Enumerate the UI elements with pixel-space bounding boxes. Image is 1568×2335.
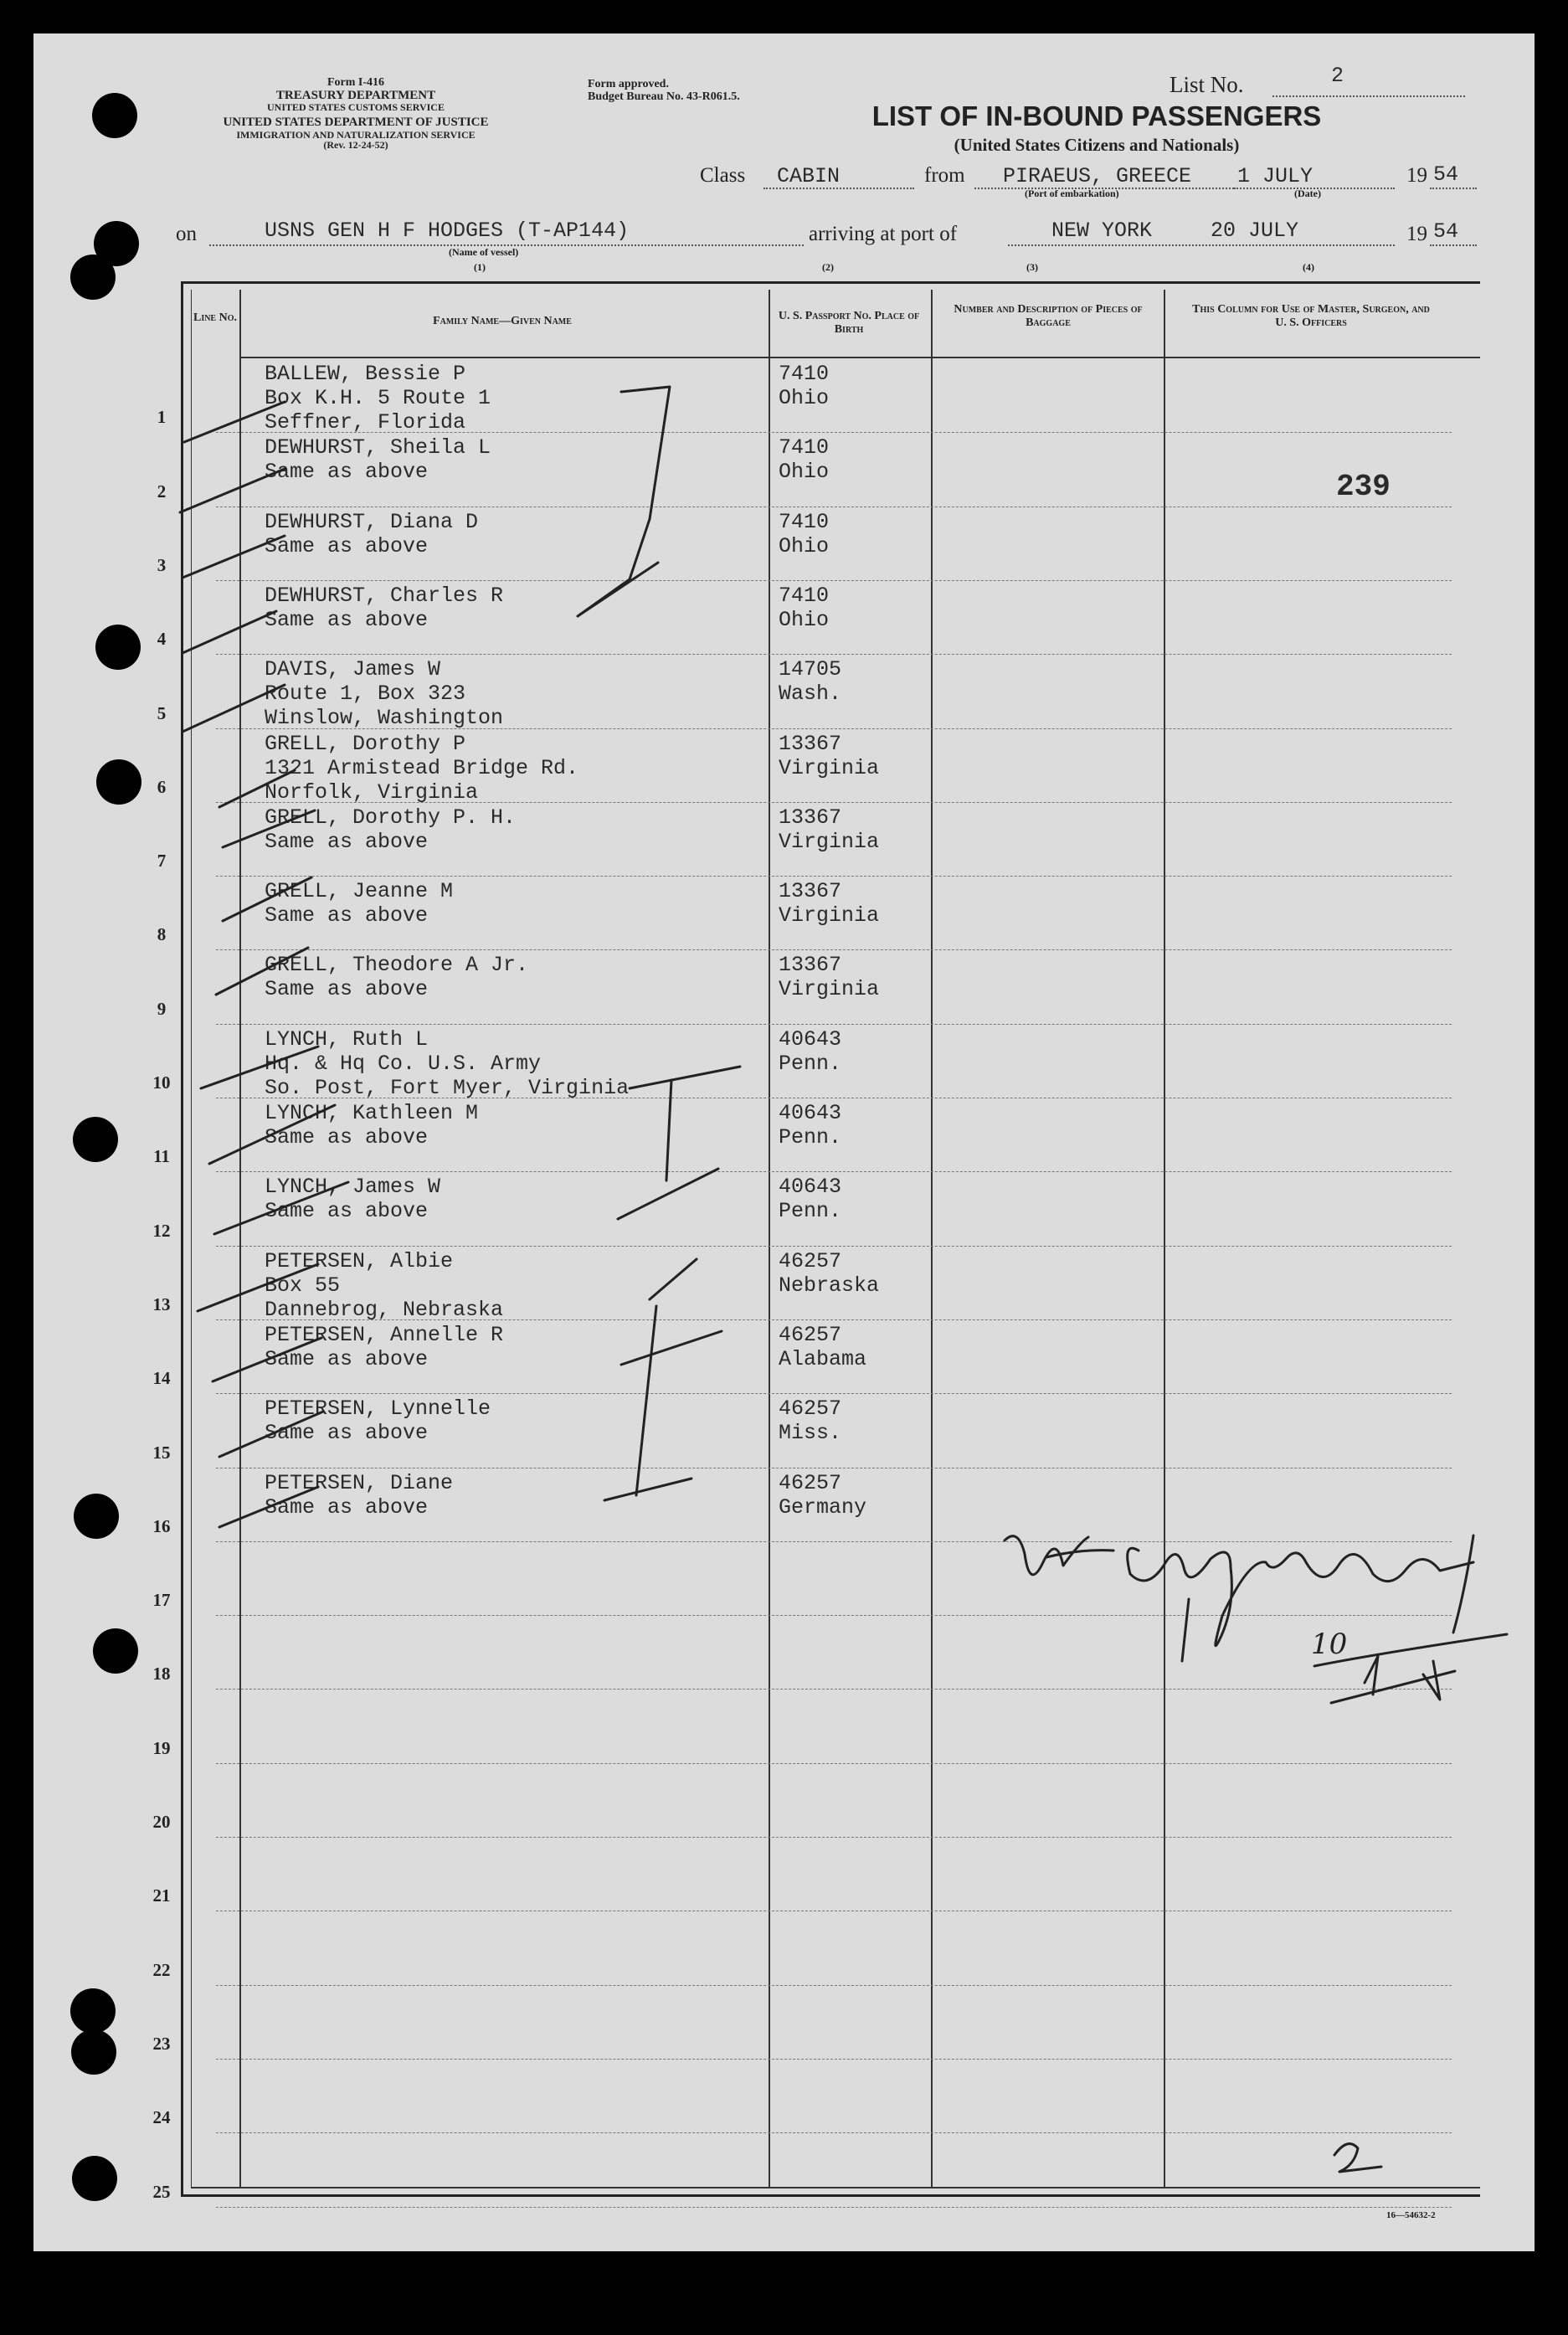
list-number-label: List No. [1170, 72, 1244, 97]
line-number: 13 [152, 1294, 171, 1314]
line-number: 25 [152, 2181, 171, 2202]
passport-birthplace: 14705 Wash. [779, 657, 842, 707]
line-number: 4 [157, 629, 167, 650]
line-number: 16 [152, 1515, 171, 1536]
passenger-name: LYNCH, Ruth L Hq. & Hq Co. U.S. Army So. Post, Fort Myer, Virginia [265, 1026, 630, 1100]
passport-birthplace: 46257 Nebraska [779, 1248, 880, 1298]
list-number-value: 2 [1331, 64, 1344, 88]
strike-stroke [213, 1338, 321, 1381]
year-prefix: 19 [1406, 223, 1427, 245]
passport-birthplace: 46257 Alabama [779, 1322, 867, 1371]
column-header-officers: This Column for Use of Master, Surgeon, and U. S. Officers [1192, 303, 1430, 330]
bracket-mark [618, 1169, 718, 1219]
passport-birthplace: 46257 Miss. [779, 1396, 842, 1446]
passport-birthplace: 7410 Ohio [779, 509, 830, 558]
column-number-4: (4) [1303, 261, 1314, 273]
embarkation-port: PIRAEUS, GREECE [1003, 164, 1192, 188]
line-number: 2 [157, 481, 167, 501]
strike-stroke [219, 1487, 318, 1527]
passport-birthplace: 13367 Virginia [779, 805, 880, 854]
form-approved: Form approved. [588, 78, 669, 90]
strike-stroke [214, 1182, 348, 1234]
date-caption: (Date) [1294, 188, 1321, 199]
vessel-name: USNS GEN H F HODGES (T-AP144) [265, 219, 630, 243]
line-number: 11 [153, 1146, 170, 1167]
bracket-mark [621, 1331, 722, 1365]
line-number: 15 [152, 1442, 171, 1463]
page-subtitle: (United States Citizens and Nationals) [954, 135, 1240, 155]
line-number: 12 [152, 1220, 171, 1241]
line-number: 6 [157, 776, 167, 797]
passport-birthplace: 7410 Ohio [779, 435, 830, 485]
arrival-year: 54 [1433, 219, 1459, 244]
passenger-name: PETERSEN, Lynnelle Same as above [265, 1396, 491, 1446]
strike-stroke [183, 536, 285, 578]
customs-service: UNITED STATES CUSTOMS SERVICE [267, 101, 445, 114]
bracket-mark [650, 1259, 697, 1299]
passenger-name: DEWHURST, Diana D Same as above [265, 509, 479, 558]
line-number: 1 [157, 407, 167, 428]
column-number-3: (3) [1026, 261, 1038, 273]
column-header-line-no: Line No. [193, 311, 237, 324]
passenger-name: LYNCH, James W Same as above [265, 1175, 441, 1224]
line-number: 7 [157, 851, 167, 872]
line-number: 10 [152, 1072, 171, 1093]
signature-mark [1423, 1661, 1440, 1700]
line-number: 22 [152, 1959, 171, 1980]
page-title: LIST OF IN-BOUND PASSENGERS [871, 100, 1322, 131]
arriving-label: arriving at port of [809, 223, 958, 245]
from-label: from [924, 164, 965, 187]
line-number: 8 [157, 924, 167, 945]
column-header-name: Family Name—Given Name [433, 315, 572, 327]
passport-birthplace: 13367 Virginia [779, 731, 880, 780]
signature-initials: 10 [1311, 1628, 1348, 1661]
passenger-name: GRELL, Dorothy P. H. Same as above [265, 805, 517, 854]
class-value: CABIN [777, 164, 841, 188]
passenger-name: GRELL, Dorothy P 1321 Armistead Bridge Rd. Norfolk, Virginia [265, 731, 579, 805]
ins-service: IMMIGRATION AND NATURALIZATION SERVICE [236, 128, 476, 141]
strike-stroke [223, 810, 315, 847]
signature-mark [1005, 1535, 1473, 1646]
form-number: Form I-416 [326, 76, 385, 89]
line-number: 24 [152, 2107, 171, 2128]
column-number-2: (2) [822, 261, 834, 273]
passport-birthplace: 13367 Virginia [779, 953, 880, 1002]
column-header-baggage: Number and Description of Pieces of Baggage [954, 303, 1143, 330]
passenger-name: PETERSEN, Diane Same as above [265, 1470, 454, 1520]
revision-date: (Rev. 12-24-52) [323, 139, 388, 152]
on-label: on [176, 223, 197, 245]
line-number: 23 [152, 2033, 171, 2054]
strike-stroke [183, 611, 276, 653]
vessel-caption: (Name of vessel) [449, 246, 519, 258]
bracket-mark [630, 1067, 740, 1088]
passport-birthplace: 7410 Ohio [779, 583, 830, 632]
budget-bureau: Budget Bureau No. 43-R061.5. [588, 90, 740, 103]
line-number: 9 [157, 998, 167, 1019]
arrival-date: 20 JULY [1211, 219, 1299, 243]
passenger-name: DAVIS, James W Route 1, Box 323 Winslow, Washington [265, 657, 504, 731]
passport-birthplace: 13367 Virginia [779, 879, 880, 928]
passenger-name: PETERSEN, Albie Box 55 Dannebrog, Nebraska [265, 1248, 504, 1322]
line-number: 18 [152, 1664, 171, 1684]
embarkation-caption: (Port of embarkation) [1025, 188, 1119, 199]
signature-mark [1365, 1656, 1378, 1695]
strike-stroke [184, 402, 285, 442]
bracket-mark [666, 1080, 671, 1180]
passenger-name: PETERSEN, Annelle R Same as above [265, 1322, 504, 1371]
passenger-name: GRELL, Theodore A Jr. Same as above [265, 953, 529, 1002]
passport-birthplace: 46257 Germany [779, 1470, 867, 1520]
bracket-mark [604, 1479, 691, 1500]
line-number: 20 [152, 1812, 171, 1832]
strike-stroke [223, 877, 311, 921]
line-number: 19 [152, 1737, 171, 1758]
passenger-name: GRELL, Jeanne M Same as above [265, 879, 454, 928]
passport-birthplace: 7410 Ohio [779, 362, 830, 410]
embarkation-year: 54 [1433, 162, 1459, 187]
passenger-name: DEWHURST, Charles R Same as above [265, 583, 504, 632]
stamp-number: 239 [1336, 470, 1391, 504]
passport-birthplace: 40643 Penn. [779, 1026, 842, 1076]
line-number: 21 [152, 1885, 171, 1906]
strike-stroke [219, 770, 295, 807]
passenger-name: LYNCH, Kathleen M Same as above [265, 1101, 479, 1149]
vessel-column-number: (1) [474, 261, 486, 273]
bracket-mark [578, 387, 670, 616]
line-number: 3 [157, 554, 167, 575]
strike-stroke [209, 1105, 335, 1164]
strike-stroke [201, 1047, 318, 1088]
strike-stroke [198, 1264, 318, 1311]
treasury-department: TREASURY DEPARTMENT [275, 88, 436, 102]
arrival-port: NEW YORK [1051, 219, 1153, 243]
passport-birthplace: 40643 Penn. [779, 1175, 842, 1224]
line-number: 14 [152, 1368, 171, 1389]
bracket-mark [636, 1306, 656, 1495]
column-header-passport: U. S. Passport No. Place of Birth [778, 310, 920, 337]
year-prefix: 19 [1406, 164, 1427, 187]
embarkation-date: 1 JULY [1237, 164, 1314, 188]
passport-birthplace: 40643 Penn. [779, 1101, 842, 1149]
justice-department: UNITED STATES DEPARTMENT OF JUSTICE [223, 116, 489, 130]
strike-stroke [219, 1412, 323, 1457]
passenger-name: BALLEW, Bessie P Box K.H. 5 Route 1 Seffner, Florida [265, 362, 491, 435]
footer-code: 16—54632-2 [1386, 2210, 1436, 2220]
line-number: 17 [152, 1590, 171, 1611]
class-label: Class [700, 164, 746, 187]
bottom-mark [1334, 2144, 1381, 2172]
signature-mark [1182, 1599, 1189, 1661]
strike-stroke [183, 685, 285, 732]
strike-stroke [180, 469, 285, 512]
passenger-name: DEWHURST, Sheila L Same as above [265, 435, 491, 485]
strike-stroke [216, 948, 308, 995]
line-number: 5 [157, 702, 167, 723]
